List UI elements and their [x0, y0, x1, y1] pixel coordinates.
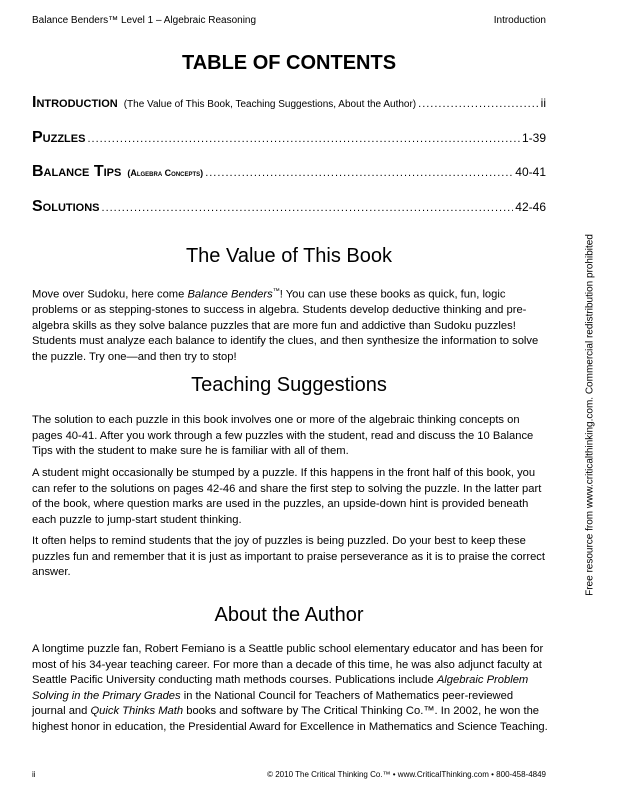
trademark-mark: ™: [272, 288, 280, 295]
teaching-paragraph-2: A student might occasionally be stumped by a puzzle. If this happens in the front half of this book, you can refer to the solutions on pages 42-46 and share the first step to solving the puzzle. In the latter part of the book, where question marks are used in the puzzles, an upside-down hint is provided beneath each puzzle to jump-start student thinking.: [32, 467, 542, 526]
toc-label: Introduction: [32, 94, 118, 111]
toc-leader-dots: [205, 167, 513, 179]
toc-note: (The Value of This Book, Teaching Suggestions, About the Author): [123, 99, 417, 110]
watermark-text: Free resource from www.criticalthinking.com. Commercial redistribution prohibited: [584, 234, 596, 596]
toc-label: Balance Tips: [32, 163, 122, 180]
author-publication-2: Quick Thinks Math: [90, 705, 184, 717]
author-text-b: in the National Council for Teachers of Mathematics peer-reviewed journal and: [32, 689, 514, 717]
toc-label: Solutions: [32, 198, 100, 215]
toc-row-balance-tips[interactable]: [32, 163, 546, 181]
running-footer: [32, 770, 546, 779]
toc-page: 1-39: [521, 131, 546, 145]
running-header: [32, 15, 546, 26]
author-text-a: A longtime puzzle fan, Robert Femiano is a Seattle public school elementary educator and has been for most of his 34-year teaching career. For more than a decade of this time, he was also adjunct faculty at Seattle Pacific University conducting math methods courses. Publications include: [32, 643, 544, 686]
toc-leader-dots: [418, 98, 539, 110]
toc-leader-dots: [102, 202, 514, 214]
toc-page: 40-41: [515, 165, 546, 179]
author-heading: About the Author: [214, 604, 364, 626]
value-text-b: ! You can use these books as quick, fun, logic problems or as stepping-stones to success in algebra. Students develop deductive thinking and pre-algebra skills as they solve balance puzzles that are more fun and addictive than Sudoku puzzles! Students must analyze each balance to identify the clues, and then synthesize the information to solve the puzzle. Try one—and then try to stop!: [32, 288, 539, 363]
teaching-paragraph-1: The solution to each puzzle in this book involves one or more of the algebraic thinking concepts on pages 40-41. After you work through a few puzzles with the student, read and discuss the 10 Balance Tips with the student to make sure he is familiar with all of them.: [32, 414, 534, 457]
author-publication-1: Algebraic Problem Solving in the Primary Grades: [32, 674, 529, 702]
value-text-a: Move over Sudoku, here come: [32, 288, 188, 301]
teaching-heading: Teaching Suggestions: [191, 374, 387, 396]
toc-row-introduction[interactable]: [32, 94, 546, 112]
toc-row-puzzles[interactable]: [32, 129, 546, 147]
author-paragraph: [32, 642, 548, 735]
value-heading: The Value of This Book: [185, 245, 393, 267]
toc-note: (Algebra Concepts): [127, 168, 204, 178]
toc-leader-dots: [87, 133, 520, 145]
header-section: Introduction: [493, 15, 546, 26]
author-text-c: books and software by The Critical Thinking Co.™. In 2002, he won the highest honor in education, the Presidential Award for Excellence in Mathematics and Science Teaching.: [32, 705, 548, 733]
teaching-paragraph-3: It often helps to remind students that the joy of puzzles is being puzzled. Do your best to keep these puzzles fun and remember that it is just as important to praise perseverance as it is to praise the correct answer.: [32, 535, 545, 578]
toc-page: 42-46: [515, 200, 546, 214]
toc-title: TABLE OF CONTENTS: [181, 52, 397, 74]
toc-page: ii: [540, 96, 546, 110]
header-book-title: Balance Benders™ Level 1 – Algebraic Reasoning: [32, 15, 257, 26]
footer-page-number: ii: [32, 770, 36, 779]
toc-label: Puzzles: [32, 129, 86, 146]
value-book-title: Balance Benders: [187, 288, 273, 301]
footer-copyright: © 2010 The Critical Thinking Co.™ • www.CriticalThinking.com • 800-458-4849: [267, 770, 546, 779]
toc-row-solutions[interactable]: [32, 198, 546, 216]
value-paragraph: [32, 284, 548, 365]
